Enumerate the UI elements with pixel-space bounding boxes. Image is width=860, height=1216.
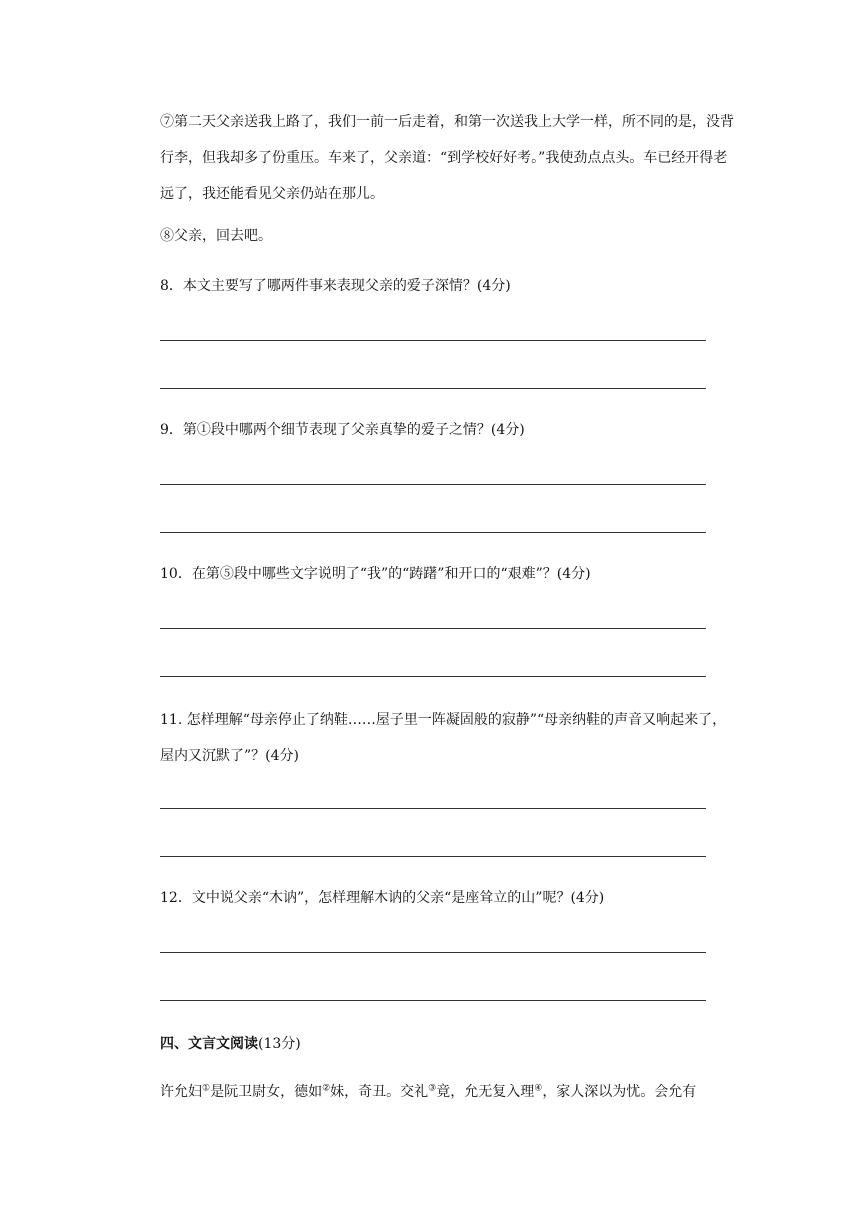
- answer-line[interactable]: [160, 388, 706, 389]
- text-run: 妹，奇丑。交礼: [330, 1084, 429, 1100]
- answer-line[interactable]: [160, 628, 706, 629]
- text-run: 是阮卫尉女，德如: [210, 1084, 323, 1100]
- classical-text: [160, 1074, 740, 1110]
- footnote-marker: ④: [534, 1083, 543, 1094]
- paragraph-7: ⑦第二天父亲送我上路了，我们一前一后走着，和第一次送我上大学一样，所不同的是，没背行李，但我却多了份重压。车来了，父亲道：“到学校好好考。”我使劲点点头。车已经开得老远了，我还能看见父亲仍站在那儿。: [160, 114, 734, 202]
- answer-line[interactable]: [160, 676, 706, 677]
- answer-line[interactable]: [160, 1000, 706, 1001]
- answer-line[interactable]: [160, 808, 706, 809]
- question-8: 8．本文主要写了哪两件事来表现父亲的爱子深情？(4分): [160, 278, 511, 294]
- question-9: 9．第①段中哪两个细节表现了父亲真挚的爱子之情？(4分): [160, 422, 525, 438]
- question-12: 12．文中说父亲“木讷”，怎样理解木讷的父亲“是座耸立的山”呢？(4分): [160, 890, 605, 906]
- paragraph-8: ⑧父亲，回去吧。: [160, 228, 272, 244]
- section-score: (13分): [258, 1036, 301, 1052]
- answer-line[interactable]: [160, 532, 706, 533]
- footnote-marker: ②: [322, 1083, 331, 1094]
- question-11: 11. 怎样理解“母亲停止了纳鞋……屋子里一阵凝固般的寂静”“母亲纳鞋的声音又响起来了，屋内又沉默了”？(4分): [160, 712, 727, 764]
- text-run: 许允妇: [160, 1084, 202, 1100]
- text-run: ，家人深以为忧。会允有: [542, 1084, 697, 1100]
- section-title: 四、文言文阅读: [160, 1036, 258, 1052]
- section-heading: [160, 1026, 740, 1062]
- answer-line[interactable]: [160, 340, 706, 341]
- answer-line[interactable]: [160, 952, 706, 953]
- text-run: 竟，允无复入理: [436, 1084, 535, 1100]
- footnote-marker: ③: [428, 1083, 437, 1094]
- answer-line[interactable]: [160, 484, 706, 485]
- question-10: 10．在第⑤段中哪些文字说明了“我”的“踌躇”和开口的“艰难”？(4分): [160, 566, 591, 582]
- footnote-marker: ①: [202, 1083, 211, 1094]
- answer-line[interactable]: [160, 856, 706, 857]
